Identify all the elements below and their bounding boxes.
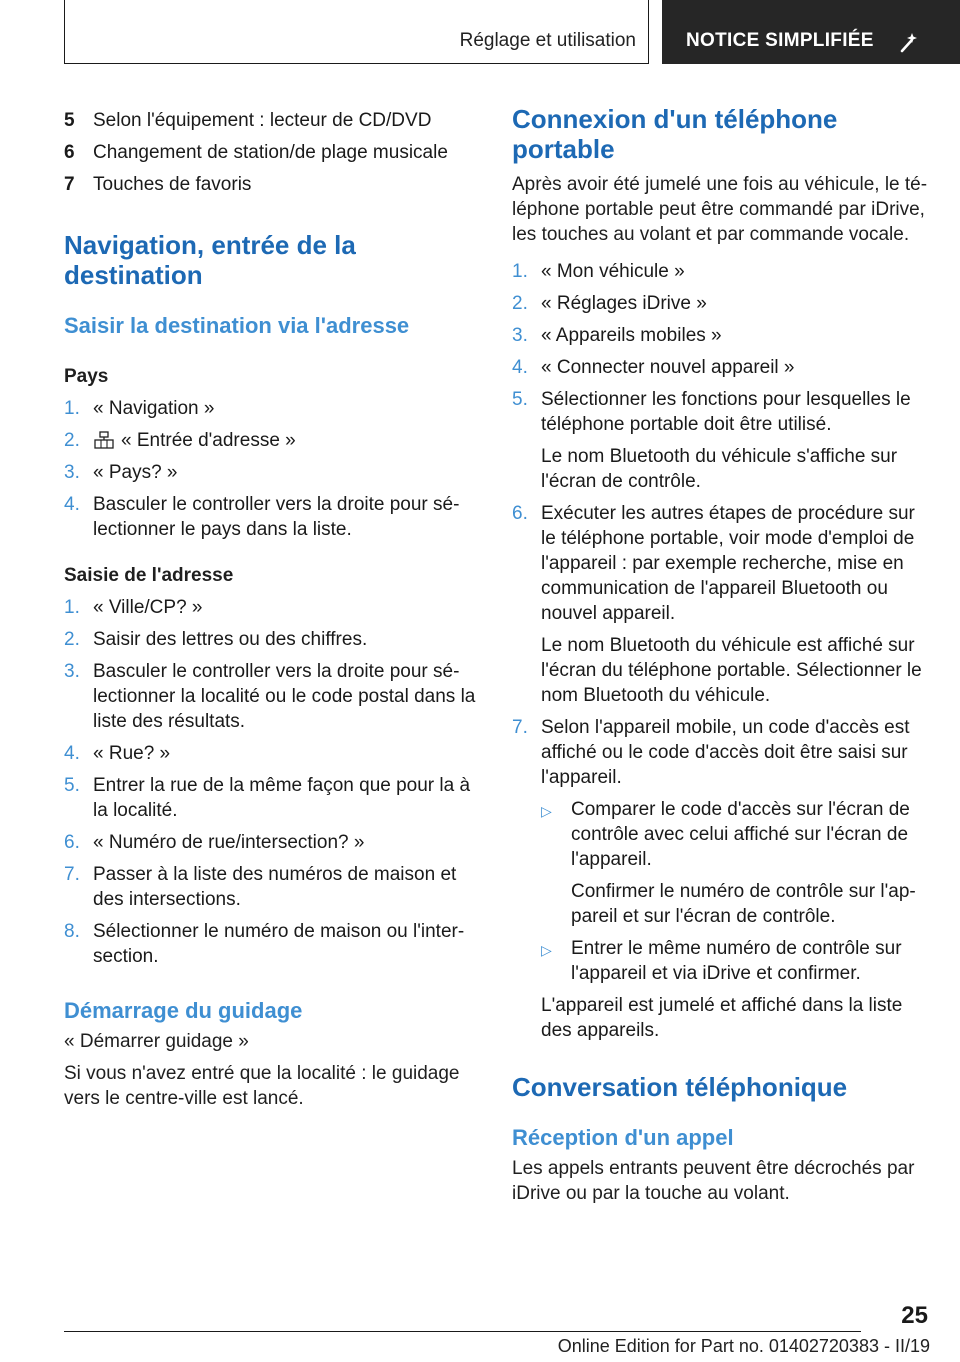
step-item: 4. « Connecter nouvel appareil »	[512, 357, 795, 378]
step-note: Le nom Bluetooth du véhicule s'affiche sur l'écran de contrôle.	[541, 446, 898, 492]
header-section-box	[64, 0, 649, 64]
wand-icon	[898, 30, 922, 54]
step-item: 3. « Appareils mobiles »	[512, 325, 722, 346]
phone-intro: Après avoir été jumelé une fois au véhicule, le téléphone portable peut être commandé par iDrive, les touches au volant et par commande vocale.	[512, 174, 928, 245]
saisie-heading: Saisie de l'adresse	[64, 565, 234, 586]
step-item: 5. Entrer la rue de la même façon que pour la à la localité.	[64, 775, 471, 821]
page-number: 25	[901, 1302, 928, 1329]
edition-text: Online Edition for Part no. 01402720383 - II/19	[557, 1336, 930, 1356]
header-badge	[662, 0, 960, 64]
step-item: 4. Basculer le controller vers la droite pour sélectionner le pays dans la liste.	[64, 494, 460, 540]
step-item: 7. Passer à la liste des numéros de maison et des intersections.	[64, 864, 457, 910]
badge-label: NOTICE SIMPLIFIÉE	[686, 30, 874, 51]
right-column	[512, 104, 932, 1206]
step-item: 2. Saisir des lettres ou des chiffres.	[64, 629, 368, 650]
bullet-item: ▷ Entrer le même numéro de contrôle sur l'appareil et via iDrive et confirmer.	[541, 938, 902, 984]
step-item: 2. « Réglages iDrive »	[512, 293, 707, 314]
guidage-command: « Démarrer guidage »	[64, 1031, 249, 1052]
step-item: 8. Sélectionner le numéro de maison ou l'intersection.	[64, 921, 465, 967]
pays-steps	[64, 396, 482, 542]
left-column	[64, 108, 482, 1111]
phone-heading: Connexion d'un téléphone portable	[512, 104, 838, 164]
reception-heading: Réception d'un appel	[512, 1125, 734, 1150]
step-item: 1. « Ville/CP? »	[64, 597, 203, 618]
step-item: 1. « Navigation »	[64, 398, 215, 419]
address-heading: Saisir la destination via l'adresse	[64, 313, 410, 338]
step-item: 3. Basculer le controller vers la droite pour sélectionner la localité ou le code postal dans la liste des résultats.	[64, 661, 476, 732]
list-item: 6 Changement de station/de plage musicale	[64, 142, 448, 163]
top-items-list	[64, 108, 482, 197]
saisie-steps	[64, 595, 482, 969]
step-item: 7. Selon l'appareil mobile, un code d'accès est affiché ou le code d'accès doit être saisi sur l'appareil. ▷ Comparer le code d'accès sur l'écran de contrôle avec celui affiché sur l'écran de l'appareil. Confirmer le numéro de contrôle sur l'appareil et sur l'écran de contrôle. ▷ Entrer le même numéro de contrôle sur l'appareil et via iDrive et confirmer. L'appareil est jumelé et affiché dans la liste des appareils.	[512, 715, 932, 1043]
step-note: L'appareil est jumelé et affiché dans la liste des appareils.	[541, 995, 903, 1041]
step-item: 1. « Mon véhicule »	[512, 261, 685, 282]
step-item: 2. « Entrée d'adresse »	[64, 430, 296, 451]
step-item: 5. Sélectionner les fonctions pour lesquelles le téléphone portable doit être utilisé. Le nom Bluetooth du véhicule s'affiche sur l'écran de contrôle.	[512, 387, 932, 494]
list-item: 5 Selon l'équipement : lecteur de CD/DVD	[64, 110, 432, 131]
step-item: 6. Exécuter les autres étapes de procédure sur le téléphone portable, voir mode d'emploi de l'appareil : par exemple recherche, mise en communication de l'appareil Bluetooth ou nouvel appareil. Le nom Bluetooth du véhicule est affiché sur l'écran du téléphone portable. Sélectionner le nom Bluetooth du véhicule.	[512, 501, 932, 708]
address-entry-icon	[93, 431, 115, 449]
step-item: 3. « Pays? »	[64, 462, 178, 483]
step-note: Le nom Bluetooth du véhicule est affiché sur l'écran du téléphone portable. Sélectionner le nom Bluetooth du véhicule.	[541, 635, 922, 706]
footer-divider	[64, 1331, 861, 1332]
guidage-heading: Démarrage du guidage	[64, 998, 303, 1023]
bullet-item: ▷ Comparer le code d'accès sur l'écran de contrôle avec celui affiché sur l'écran de l'appareil. Confirmer le numéro de contrôle sur l'appareil et sur l'écran de contrôle.	[541, 799, 916, 927]
triangle-bullet-icon: ▷	[541, 803, 552, 819]
reception-text: Les appels entrants peuvent être décrochés par iDrive ou par la touche au volant.	[512, 1158, 915, 1204]
guidage-text: Si vous n'avez entré que la localité : le guidage vers le centre-ville est lancé.	[64, 1063, 460, 1109]
conversation-heading: Conversation téléphonique	[512, 1072, 848, 1102]
section-title: Réglage et utilisation	[459, 30, 636, 51]
step-item: 6. « Numéro de rue/intersection? »	[64, 832, 365, 853]
nav-heading: Navigation, entrée de la destination	[64, 230, 356, 290]
pays-heading: Pays	[64, 366, 109, 387]
phone-steps	[512, 259, 932, 1043]
step-item: 4. « Rue? »	[64, 743, 171, 764]
triangle-bullet-icon: ▷	[541, 942, 552, 958]
list-item: 7 Touches de favoris	[64, 174, 252, 195]
